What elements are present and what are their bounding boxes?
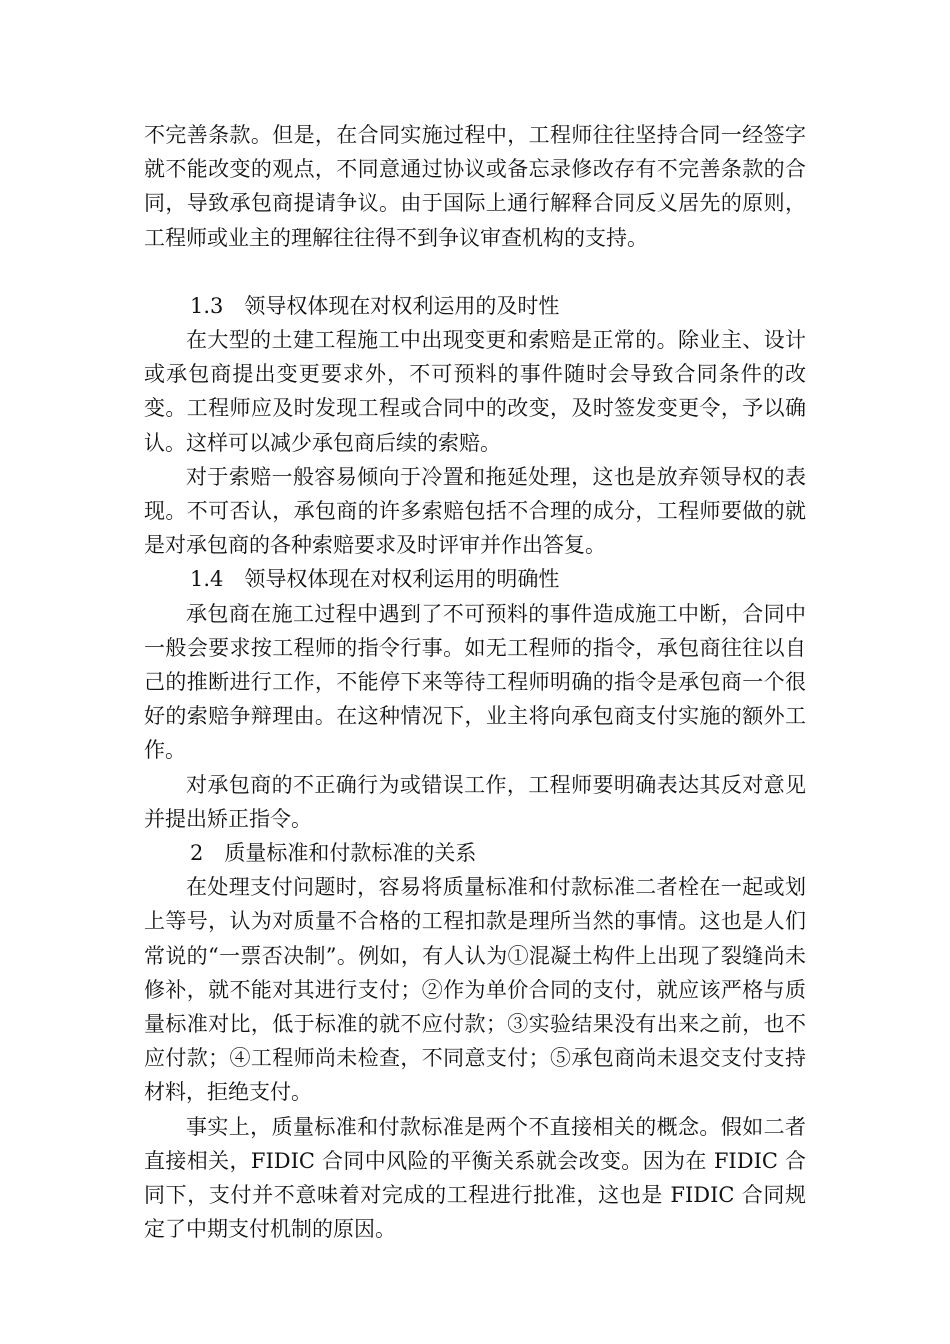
paragraph-fidic-payment: 事实上，质量标准和付款标准是两个不直接相关的概念。假如二者直接相关，FIDIC 合同中风险的平衡关系就会改变。因为在 FIDIC 合同下，支付并不意味着对完成的工程进行批准，这也是 FIDIC 合同规定了中期支付机制的原因。: [144, 1114, 806, 1242]
section-heading-1-4: 1.4 领导权体现在对权利运用的明确性: [190, 567, 560, 592]
section-heading-2: 2 质量标准和付款标准的关系: [190, 841, 477, 866]
document-body: [144, 118, 806, 1247]
section-heading-1-3: 1.3 领导权体现在对权利运用的及时性: [190, 293, 560, 318]
paragraph-claims-handling: 对于索赔一般容易倾向于冷置和拖延处理，这也是放弃领导权的表现。不可否认，承包商的许多索赔包括不合理的成分，工程师要做的就是对承包商的各种索赔要求及时评审并作出答复。: [144, 464, 806, 558]
paragraph-corrective-instructions: 对承包商的不正确行为或错误工作，工程师要明确表达其反对意见并提出矫正指令。: [144, 772, 806, 831]
paragraph-contract-clauses: 不完善条款。但是，在合同实施过程中，工程师往往坚持合同一经签字就不能改变的观点，不同意通过协议或备忘录修改存有不完善条款的合同，导致承包商提请争议。由于国际上通行解释合同反义居先的原则，工程师或业主的理解往往得不到争议审查机构的支持。: [144, 123, 806, 250]
paragraph-payment-issues: 在处理支付问题时，容易将质量标准和付款标准二者栓在一起或划上等号，认为对质量不合格的工程扣款是理所当然的事情。这也是人们常说的“一票否决制”。例如，有人认为①混凝土构件上出现了裂缝尚未修补，就不能对其进行支付；②作为单价合同的支付，就应该严格与质量标准对比，低于标准的就不应付款；③实验结果没有出来之前，也不应付款；④工程师尚未检查，不同意支付；⑤承包商尚未退交支付支持材料，拒绝支付。: [144, 875, 806, 1105]
paragraph-changes-and-claims: 在大型的土建工程施工中出现变更和索赔是正常的。除业主、设计或承包商提出变更要求外，不可预料的事件随时会导致合同条件的改变。工程师应及时发现工程或合同中的改变，及时签发变更令，予以确认。这样可以减少承包商后续的索赔。: [144, 328, 806, 455]
section-spacer: [144, 255, 806, 289]
paragraph-unforeseen-events: 承包商在施工过程中遇到了不可预料的事件造成施工中断，合同中一般会要求按工程师的指令行事。如无工程师的指令，承包商往往以自己的推断进行工作，不能停下来等待工程师明确的指令是承包商一个很好的索赔争辩理由。在这种情况下，业主将向承包商支付实施的额外工作。: [144, 601, 806, 763]
